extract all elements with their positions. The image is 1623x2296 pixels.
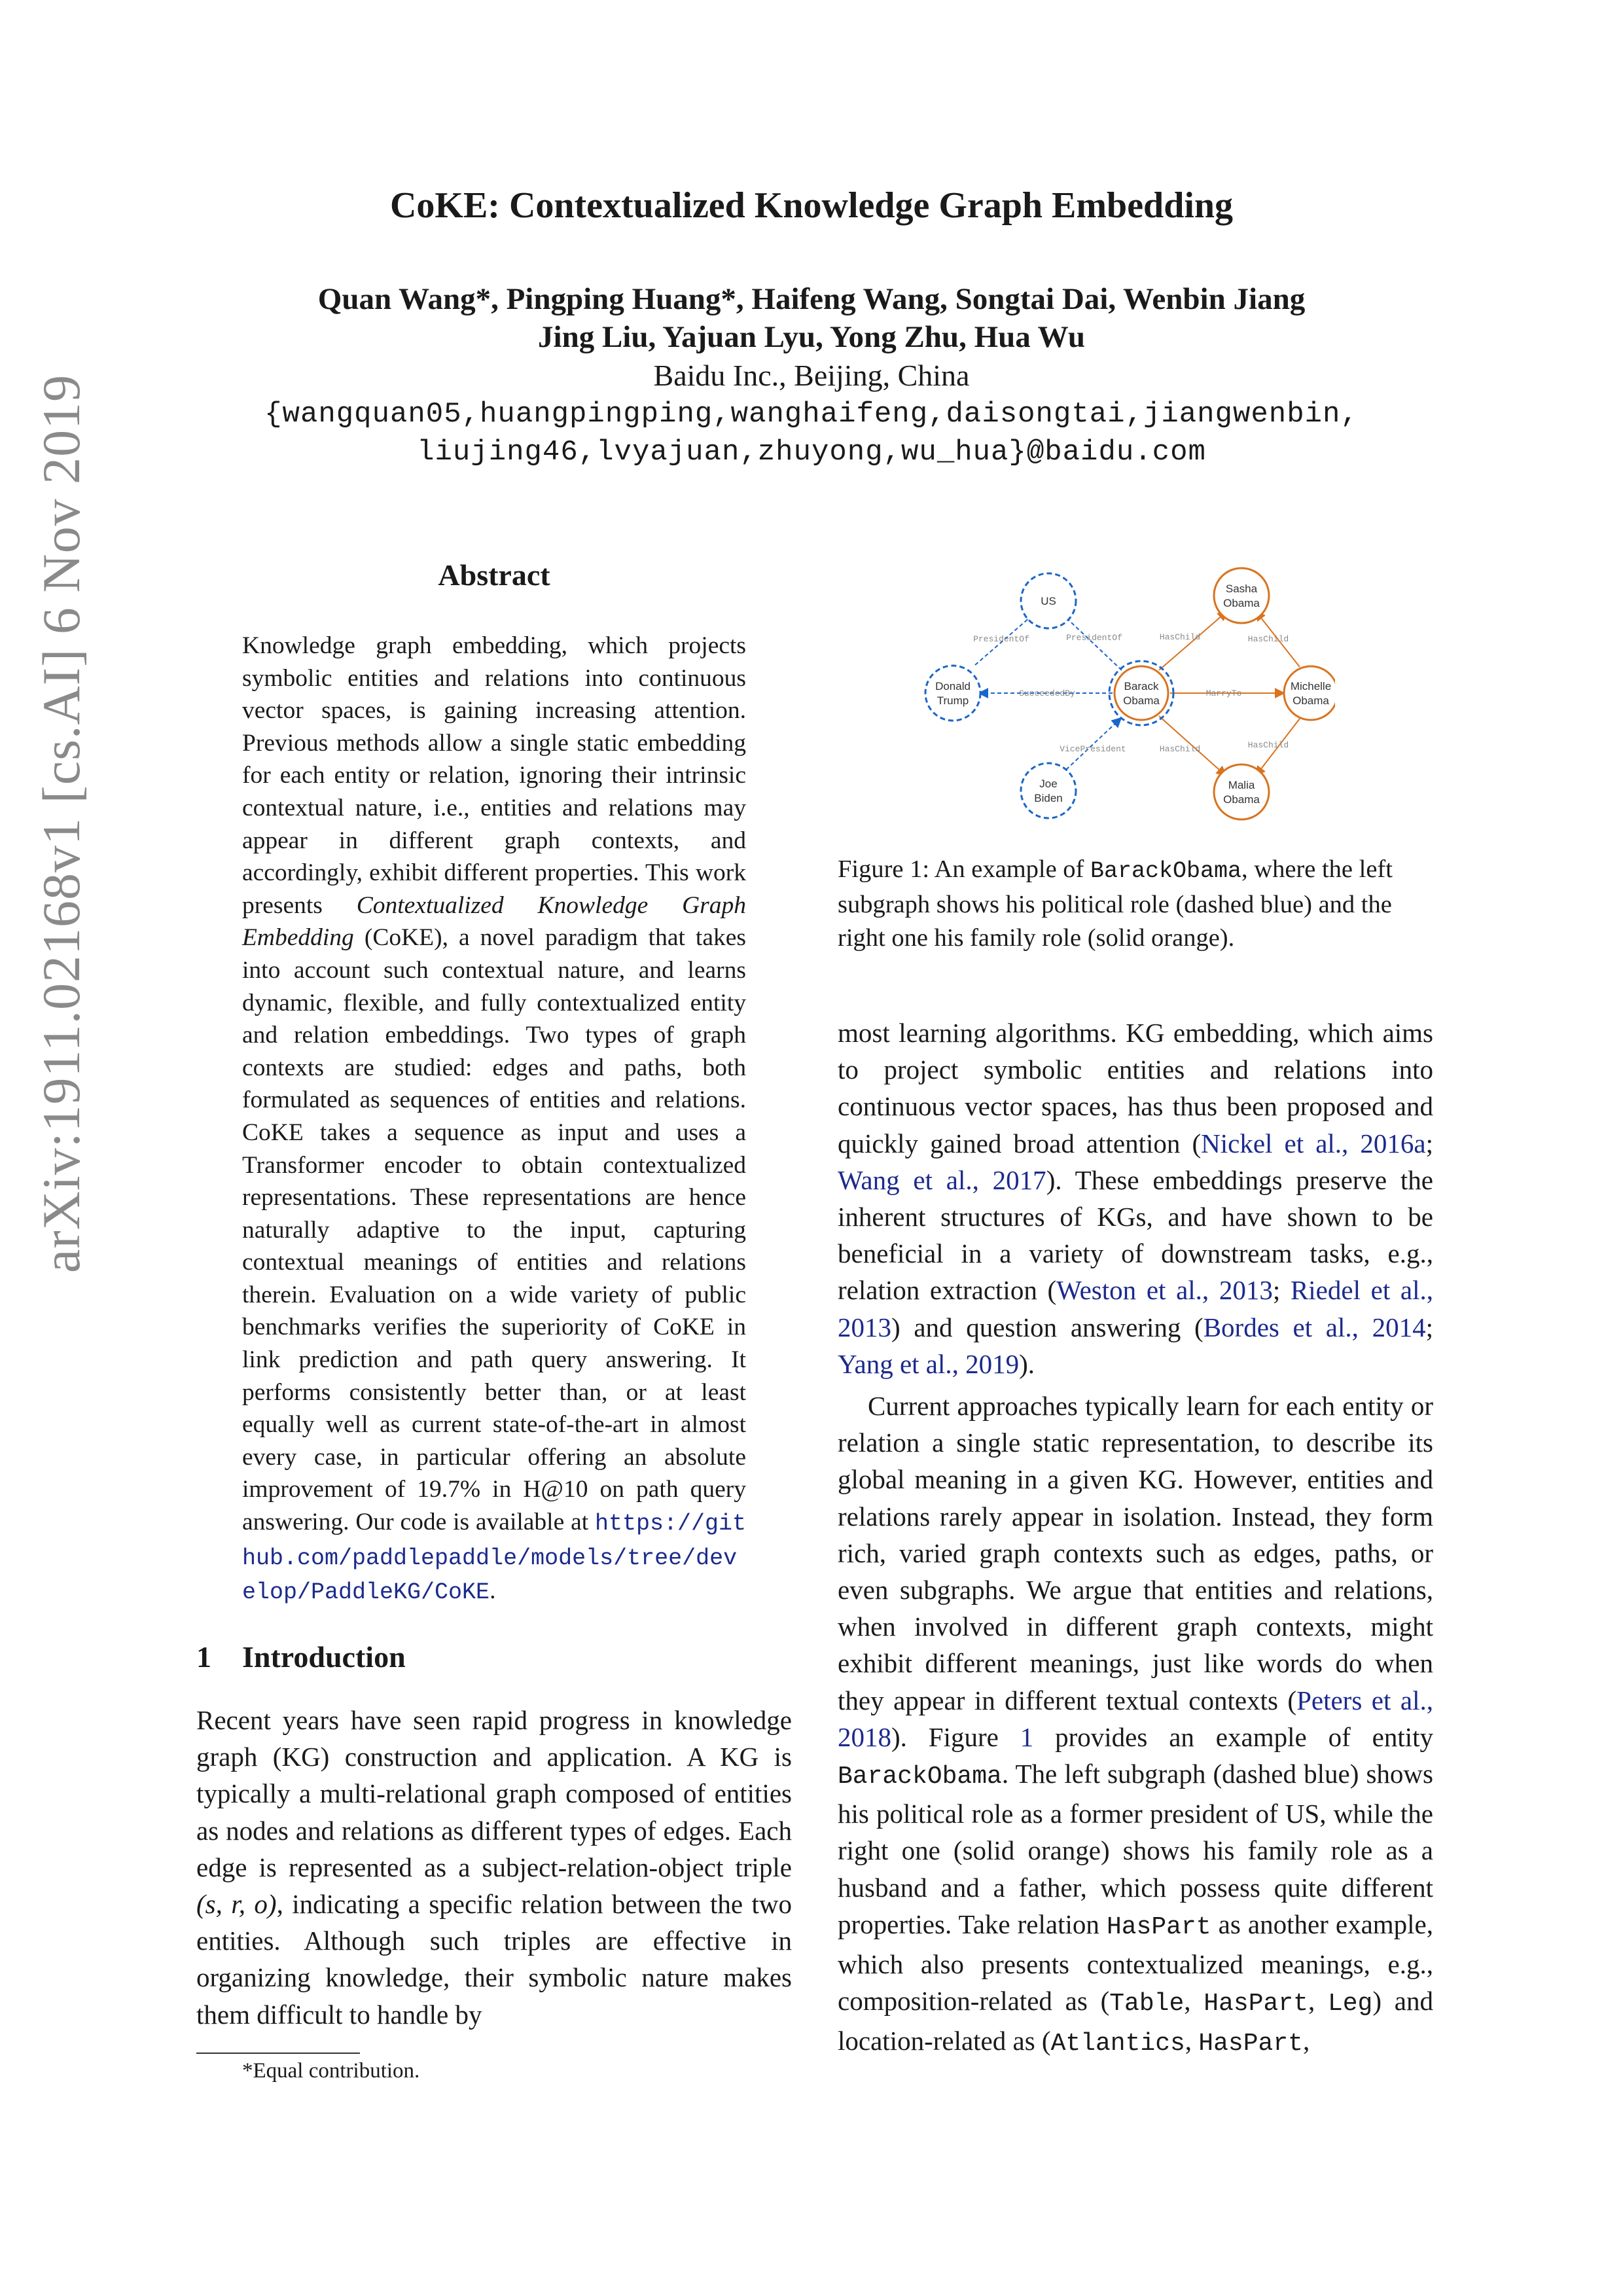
intro-text-2: , indicating a specific relation between the two entities. Although such triples are effective in organizing knowledge, their symbolic nature makes them difficult to handle by: [196, 1889, 792, 2030]
p1-text-d: ).: [1019, 1348, 1035, 1379]
paragraph-1: [838, 1014, 1433, 1382]
emails-line-2: liujing46,lvyajuan,zhuyong,wu_hua}@baidu.com: [417, 436, 1206, 469]
label-succeededby: SucceededBy: [1019, 689, 1075, 698]
p2-text-a: Current approaches typically learn for each entity or relation a single static representation, to describe its global meaning in a given KG. However, entities and relations rarely appear in isolation. Instead, they form rich, varied graph contexts such as edges, paths, or even subgraphs. We argue that entities and relations, when involved in different graph contexts, might exhibit different meanings, just like words do when they appear in different textual contexts (: [838, 1391, 1433, 1715]
caption-entity: BarackObama: [1090, 858, 1242, 884]
section-title: Introduction: [242, 1640, 406, 1674]
node-sasha-label-1: Sasha: [1225, 583, 1258, 595]
node-malia-label-1: Malia: [1228, 779, 1255, 791]
code-url-link[interactable]: https://github.com/paddlepaddle/models/tree/develop/PaddleKG/CoKE: [242, 1511, 746, 1606]
authors-line-2: Jing Liu, Yajuan Lyu, Yong Zhu, Hua Wu: [538, 320, 1085, 354]
intro-text-1: Recent years have seen rapid progress in knowledge graph (KG) construction and application. A KG is typically a multi-relational graph composed of entities as nodes and relations as different types of edges. Each edge is represented as a subject-relation-object triple: [196, 1705, 792, 1882]
p1-sep-3: ;: [1425, 1312, 1433, 1342]
node-joe-biden: [1021, 763, 1076, 818]
citation-bordes-2014[interactable]: Bordes et al., 2014: [1203, 1312, 1426, 1342]
paper-title: CoKE: Contextualized Knowledge Graph Embedding: [389, 185, 1234, 226]
node-biden-label-1: Joe: [1039, 778, 1058, 790]
triple-haspart-2: HasPart: [1198, 2030, 1303, 2058]
node-malia-label-2: Obama: [1223, 793, 1260, 806]
node-donald-trump: [925, 666, 980, 721]
node-malia-obama: [1214, 764, 1269, 819]
node-obama-label-2: Obama: [1123, 694, 1160, 707]
caption-text-1: Figure 1: An example of: [838, 855, 1090, 883]
node-obama-label-1: Barack: [1124, 680, 1159, 692]
node-us-label: US: [1041, 595, 1056, 607]
p2-text-e: as another example, which also presents contextualized meanings, e.g., composition-related as (: [838, 1909, 1434, 2017]
node-michelle-obama: [1284, 666, 1335, 720]
paragraph-2: [838, 1388, 1433, 2063]
footnote: *Equal contribution.: [242, 2059, 420, 2083]
section-heading-introduction: [196, 1640, 406, 1674]
arxiv-stamp: arXiv:1911.02168v1 [cs.AI] 6 Nov 2019: [31, 374, 91, 1273]
footnote-divider: [196, 2053, 360, 2054]
p1-text-c: ) and question answering (: [891, 1312, 1204, 1342]
comma-1: ,: [1184, 1986, 1204, 2017]
label-haschild-obama-sasha: HasChild: [1159, 632, 1201, 642]
triple-leg: Leg: [1327, 1990, 1373, 2018]
node-trump-label-1: Donald: [935, 680, 971, 692]
figure-1-reference[interactable]: 1: [1020, 1721, 1034, 1752]
label-vicepresident: VicePresident: [1060, 744, 1126, 754]
node-trump-label-2: Trump: [936, 694, 969, 707]
comma-4: ,: [1302, 2026, 1310, 2056]
section-number: 1: [196, 1640, 211, 1674]
introduction-paragraph: [196, 1702, 792, 2033]
citation-riedel-2013[interactable]: Riedel et al., 2013: [838, 1275, 1434, 1342]
relation-haspart: HasPart: [1106, 1912, 1211, 1941]
abstract-body: [242, 630, 746, 1609]
label-marryto: MarryTo: [1205, 689, 1242, 698]
citation-yang-2019[interactable]: Yang et al., 2019: [838, 1348, 1020, 1379]
p1-text-b: ). These embeddings preserve the inherent structures of KGs, and have shown to be beneficial in a variety of downstream tasks, e.g., relation extraction (: [838, 1164, 1434, 1306]
authors-line-1: Quan Wang*, Pingping Huang*, Haifeng Wang, Songtai Dai, Wenbin Jiang: [317, 282, 1306, 316]
node-michelle-label-2: Obama: [1293, 694, 1329, 707]
figure-1-caption: [838, 853, 1433, 955]
label-presidentof-obama: PresidentOf: [1066, 633, 1122, 643]
figure-1-knowledge-graph: [916, 543, 1335, 844]
label-haschild-michelle-sasha: HasChild: [1247, 634, 1289, 644]
comma-2: ,: [1308, 1986, 1328, 2017]
triple-haspart-1: HasPart: [1204, 1990, 1308, 2018]
caption-text-2: , where the left subgraph shows his political role (dashed blue) and the right one his family role (solid orange).: [838, 855, 1393, 952]
p2-text-d: . The left subgraph (dashed blue) shows his political role as a former president of US, while the right one (solid orange) shows his family role as a husband and a father, which possess quite different properties. Take relation: [838, 1759, 1433, 1939]
node-sasha-label-2: Obama: [1223, 597, 1260, 609]
intro-triple: (s, r, o): [196, 1889, 277, 1920]
abstract-text-1: Knowledge graph embedding, which projects symbolic entities and relations into continuous vector spaces, is gaining increasing attention. Previous methods allow a single static embedding for each entity or relation, ignoring their intrinsic contextual nature, i.e., entities and relations may appear in different graph contexts, and accordingly, exhibit different properties. This work presents: [242, 632, 746, 919]
node-barack-obama: [1115, 666, 1168, 720]
abstract-end: .: [490, 1577, 496, 1605]
citation-peters-2018[interactable]: Peters et al., 2018: [838, 1685, 1433, 1752]
p1-text-a: most learning algorithms. KG embedding, which aims to project symbolic entities and relations into continuous vector spaces, has thus been proposed and quickly gained broad attention (: [838, 1018, 1433, 1158]
p1-sep-2: ;: [1272, 1275, 1291, 1306]
p2-text-c: provides an example of entity: [1033, 1721, 1433, 1752]
node-sasha-obama: [1214, 568, 1269, 623]
citation-wang-2017[interactable]: Wang et al., 2017: [838, 1164, 1046, 1195]
emails-line-1: {wangquan05,huangpingping,wanghaifeng,daisongtai,jiangwenbin,: [264, 398, 1359, 431]
right-column-body: [838, 1014, 1433, 2063]
node-michelle-label-1: Michelle: [1290, 680, 1332, 692]
affiliation: Baidu Inc., Beijing, China: [653, 359, 970, 392]
abstract-text-2: (CoKE), a novel paradigm that takes into account such contextual nature, and learns dynamic, flexible, and fully contextualized entity and relation embeddings. Two types of graph contexts are studied: edges and paths, both formulated as sequences of entities and relations. CoKE takes a sequence as input and uses a Transformer encoder to obtain contextualized representations. These representations are hence naturally adaptive to the input, capturing contextual meanings of entities and relations therein. Evaluation on a wide variety of public benchmarks verifies the superiority of CoKE in link prediction and path query answering. It performs consistently better than, or at least equally well as current state-of-the-art in almost every case, in particular offering an absolute improvement of 19.7% in H@10 on path query answering. Our code is available at: [242, 924, 746, 1536]
abstract-heading: Abstract: [438, 558, 550, 592]
abstract-coke-name: Contextualized Knowledge Graph Embedding: [242, 891, 746, 952]
comma-3: ,: [1185, 2026, 1199, 2056]
p2-text-f: ) and location-related as (: [838, 1986, 1433, 2056]
citation-weston-2013[interactable]: Weston et al., 2013: [1056, 1275, 1273, 1306]
label-haschild-michelle-malia: HasChild: [1247, 740, 1289, 750]
label-presidentof-trump: PresidentOf: [973, 634, 1029, 644]
triple-atlantics: Atlantics: [1050, 2030, 1185, 2058]
p2-text-b: ). Figure: [891, 1721, 1020, 1752]
citation-nickel-2016a[interactable]: Nickel et al., 2016a: [1201, 1128, 1426, 1158]
entity-barackobama: BarackObama: [838, 1763, 1002, 1791]
triple-table: Table: [1109, 1990, 1185, 2018]
node-biden-label-2: Biden: [1034, 792, 1063, 804]
label-haschild-obama-malia: HasChild: [1159, 744, 1201, 754]
p1-sep-1: ;: [1425, 1128, 1433, 1158]
